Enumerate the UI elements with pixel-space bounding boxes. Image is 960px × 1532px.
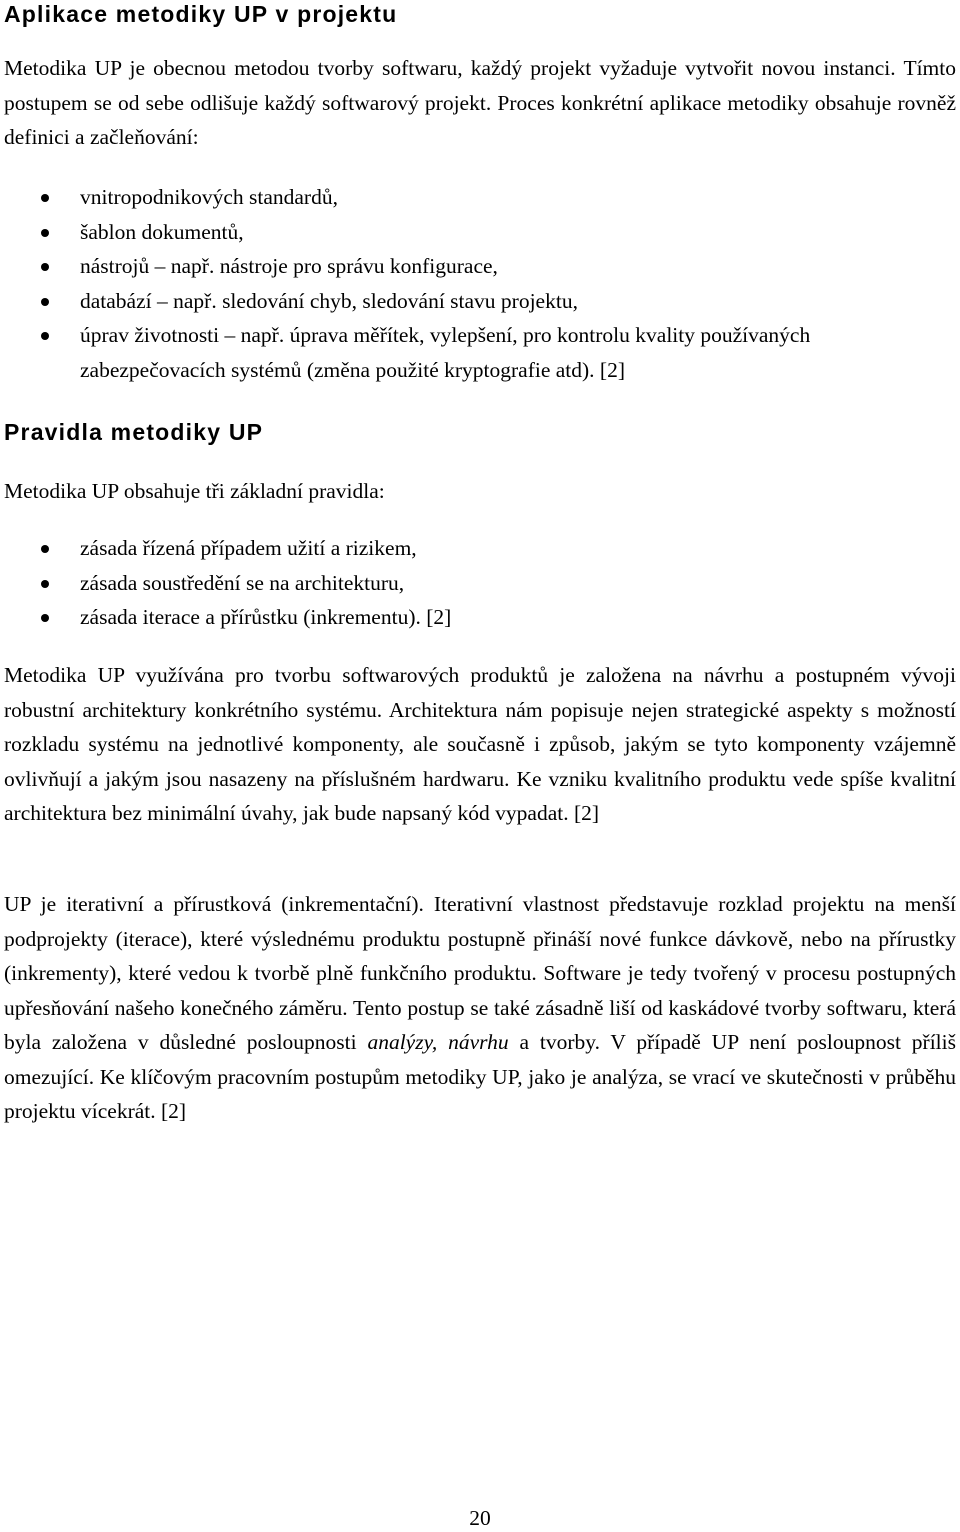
list-item: zásada soustředění se na architekturu, <box>4 566 956 601</box>
definition-list <box>4 180 956 387</box>
bullet-icon <box>41 263 49 271</box>
bullet-icon <box>41 194 49 202</box>
bullet-icon <box>41 614 49 622</box>
bullet-icon <box>41 580 49 588</box>
intro-paragraph-application: Metodika UP je obecnou metodou tvorby softwaru, každý projekt vyžaduje vytvořit novou instanci. Tímto postupem se od sebe odlišuje každý softwarový projekt. Proces konkrétní aplikace metodiky obsahuje rovněž definici a začleňování: <box>4 56 956 149</box>
list-item: nástrojů – např. nástroje pro správu konfigurace, <box>4 249 956 284</box>
iterative-paragraph: UP je iterativní a přírustková (inkrementační). Iterativní vlastnost představuje rozklad projektu na menší podprojekty (iterace), které výslednému produktu postupně přináší nové funkce dávkově, nebo na přírustky (inkrementy), které vedou k tvorbě plně funkčního produktu. Software je tedy tvořený v procesu postupných upřesňování našeho konečného záměru. Tento postup se také zásadně liší od kaskádové tvorby softwaru, která byla založena v důsledné posloupnosti analýzy, návrhu a tvorby. V případě UP není posloupnost příliš omezující. Ke klíčovým pracovním postupům metodiky UP, jako je analýza, se vrací ve skutečnosti v průběhu projektu vícekrát. [2] <box>4 892 956 1123</box>
page-number: 20 <box>469 1506 491 1530</box>
list-item: úprav životnosti – např. úprava měřítek, vylepšení, pro kontrolu kvality používaných zabezpečovacích systémů (změna použité kryptografie atd). [2] <box>4 318 956 387</box>
intro-paragraph-rules: Metodika UP obsahuje tři základní pravidla: <box>4 479 385 503</box>
architecture-paragraph: Metodika UP využívána pro tvorbu softwarových produktů je založena na návrhu a postupném vývoji robustní architektury konkrétního systému. Architektura nám popisuje nejen strategické aspekty s možností rozkladu systému na jednotlivé komponenty, ale současně i způsob, jakým se tyto komponenty vzájemně ovlivňují a jakým jsou nasazeny na příslušném hardwaru. Ke vzniku kvalitního produktu vede spíše kvalitní architektura bez minimální úvahy, jak bude napsaný kód vypadat. [2] <box>4 663 956 825</box>
bullet-icon <box>41 332 49 340</box>
bullet-icon <box>41 229 49 237</box>
list-item: databází – např. sledování chyb, sledování stavu projektu, <box>4 284 956 319</box>
list-item: zásada řízená případem užití a rizikem, <box>4 531 956 566</box>
section-heading-application: Aplikace metodiky UP v projektu <box>4 1 398 27</box>
bullet-icon <box>41 545 49 553</box>
bullet-icon <box>41 298 49 306</box>
list-item: zásada iterace a přírůstku (inkrementu). [2] <box>4 600 956 635</box>
section-heading-rules: Pravidla metodiky UP <box>4 419 264 445</box>
list-item: šablon dokumentů, <box>4 215 956 250</box>
list-item: vnitropodnikových standardů, <box>4 180 956 215</box>
emphasized-text: analýzy, návrhu <box>367 1030 509 1054</box>
rules-list <box>4 531 956 635</box>
